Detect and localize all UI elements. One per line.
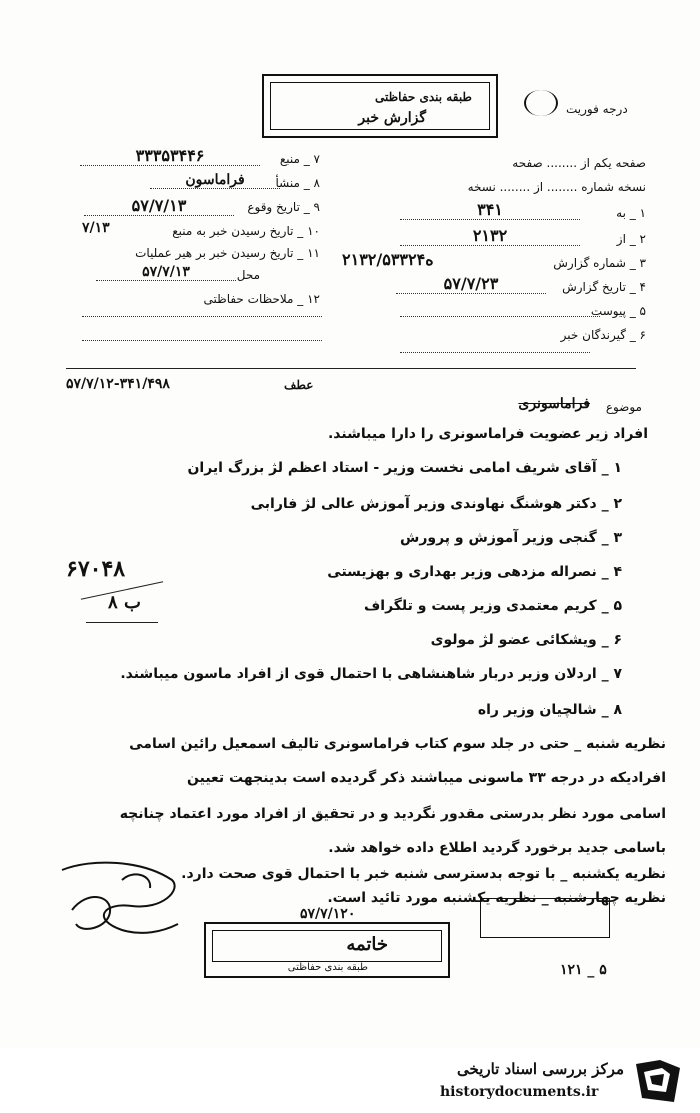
field-source-label: ۷ _ منبع (279, 152, 320, 166)
margin-note-underline-2 (86, 622, 158, 623)
list-item-4: ۴ _ نصراله مزدهی وزیر بهداری و بهزیستی (327, 564, 622, 580)
analysis-line-3: اسامی مورد نظر بدرستی مقدور نگردید و در تحقیق از افراد مورد اعتماد چنانچه (119, 806, 666, 822)
list-item-6: ۶ _ ویشکائی عضو لژ مولوی (430, 632, 622, 648)
field-origin-value: فراماسون (150, 172, 280, 189)
notes-line-2 (82, 340, 322, 341)
field-report-number-value: ۲۱ه۳۲/۵۳۳۲۴ (342, 250, 434, 269)
field-occurrence-date-value: ۵۷/۷/۱۳ (84, 196, 234, 216)
field-from-label: ۲ _ از (616, 232, 646, 246)
closing-stamp-caption: طبقه بندی حفاظتی (287, 962, 368, 973)
field-page-label: صفحه یکم از ........ صفحه (512, 156, 646, 170)
field-recipients-label: ۶ _ گیرندگان خبر (560, 328, 646, 342)
list-item-2: ۲ _ دکتر هوشنگ نهاوندی وزیر آموزش عالی لژ فارابی (250, 496, 622, 512)
file-ref-value: ۵۷/۷/۱۲-۳۴۱/۴۹۸ (66, 376, 170, 392)
intro-text: افراد زیر عضویت فراماسونری را دارا میباشند. (327, 426, 648, 442)
field-received-ops-label: ۱۱ _ تاریخ رسیدن خبر بر هیر عملیات (135, 246, 320, 260)
field-origin-label: ۸ _ منشأ (275, 176, 320, 190)
field-occurrence-date-label: ۹ _ تاریخ وقوع (247, 200, 320, 214)
classification-stamp (262, 74, 498, 138)
field-received-ops-value: ۵۷/۷/۱۳ (96, 264, 236, 281)
analysis-line-4: باسامی جدید برخورد گردید اطلاع داده خواهد شد. (328, 840, 666, 856)
list-item-1: ۱ _ آقای شریف امامی نخست وزیر - استاد اعظم لژ بزرگ ایران (187, 460, 622, 476)
file-ref-prefix: عطف (284, 378, 314, 392)
report-title: گزارش خبر (358, 110, 426, 126)
header-separator (66, 368, 636, 369)
analysis-line-2: افرادیکه در درجه ۳۳ ماسونی میباشند ذکر گردیده است بدینجهت تعیین (187, 770, 666, 786)
field-report-date-value: ۵۷/۷/۲۳ (396, 274, 546, 294)
subject-value: فراماسونری (518, 396, 590, 412)
urgency-parentheses (524, 90, 558, 116)
field-security-notes-label: ۱۲ _ ملاحظات حفاظتی (203, 292, 320, 306)
field-copy-label: نسخه شماره ........ از ........ نسخه (467, 180, 646, 194)
footer-site: historydocuments.ir (440, 1084, 599, 1100)
analysis-line-5: نظریه یکشنبه _ با توجه بدسترسی شنبه خبر با احتمال قوی صحت دارد. (181, 866, 666, 882)
field-report-number-label: ۳ _ شماره گزارش (553, 256, 646, 270)
field-location-label: محل (236, 268, 260, 282)
bottom-ref-right: ۱۲۱ _ ۵ (560, 962, 607, 978)
list-item-7: ۷ _ اردلان وزیر دربار شاهنشاهی با احتمال قوی از افراد ماسون میباشند. (120, 666, 622, 682)
recipients-line (400, 352, 590, 353)
bottom-ref-left: ۵۷/۷/۱۲۰ (300, 906, 356, 922)
field-received-source-label: ۱۰ _ تاریخ رسیدن خبر به منبع (172, 224, 320, 238)
analysis-line-1: نظریه شنبه _ حتی در جلد سوم کتاب فراماسونری تالیف اسمعیل رائین اسامی (129, 736, 666, 752)
field-to-value: ۳۴۱ (400, 200, 580, 220)
receipt-stamp (480, 898, 610, 938)
field-from-value: ۲۱۳۲ (400, 226, 580, 246)
watermark-footer (0, 1048, 700, 1113)
subject-label: موضوع (605, 400, 642, 414)
closing-stamp-text: خاتمه (346, 934, 388, 955)
archive-logo-icon (630, 1058, 686, 1106)
field-attachment-label: ۵ _ پیوست (590, 304, 646, 318)
field-report-date-label: ۴ _ تاریخ گزارش (562, 280, 646, 294)
margin-note-number: ۶۷۰۴۸ (66, 556, 126, 582)
field-received-source-value: ۷/۱۳ (82, 220, 110, 236)
attachment-line (400, 316, 600, 317)
notes-line-1 (82, 316, 322, 317)
list-item-8: ۸ _ شالچیان وزیر راه (477, 702, 622, 718)
field-to-label: ۱ _ به (616, 206, 646, 220)
footer-org: مرکز بررسی اسناد تاریخی (456, 1060, 624, 1078)
field-source-value: ۳۳۳۵۳۴۴۶ (80, 146, 260, 166)
signature-image (52, 850, 192, 950)
margin-note-sub: ب ۸ (108, 592, 141, 613)
analysis-line-6: نظریه چهارشنبه _ نظریه یکشنبه مورد تائید است. (327, 890, 666, 906)
list-item-3: ۳ _ گنجی وزیر آموزش و پرورش (400, 530, 622, 546)
urgency-label: درجه فوریت (566, 102, 628, 116)
stamp-classification-label: طبقه بندی حفاظتی (374, 90, 472, 104)
list-item-5: ۵ _ کریم معتمدی وزیر پست و تلگراف (364, 598, 622, 614)
closing-stamp (204, 922, 450, 978)
